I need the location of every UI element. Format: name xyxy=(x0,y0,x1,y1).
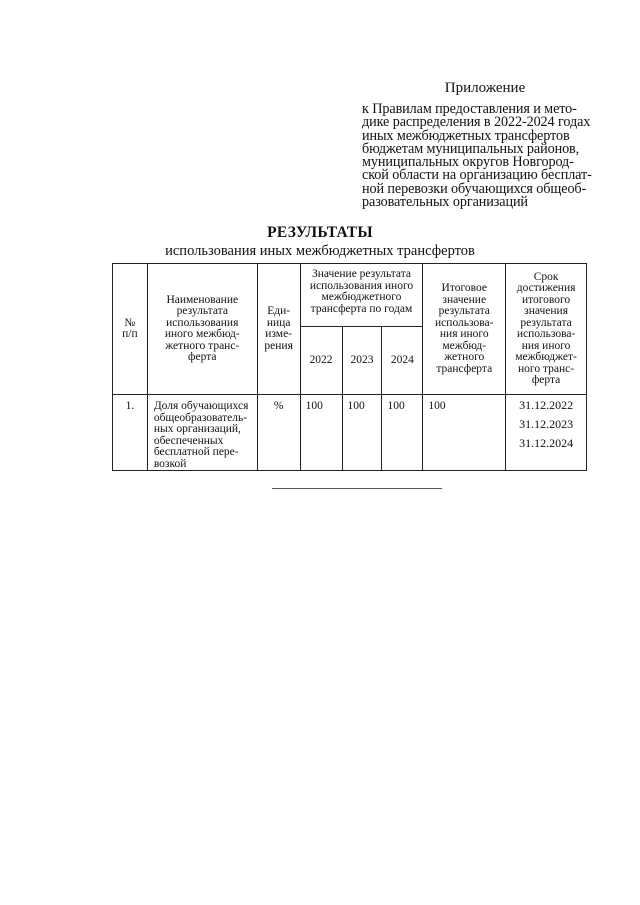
header-unit: Еди- ница изме- рения xyxy=(257,264,300,395)
header-value-group: Значение результата использования иного межбюджетного трансферта по годам xyxy=(300,264,423,327)
results-table xyxy=(112,263,587,471)
end-divider xyxy=(272,488,442,489)
row-deadlines xyxy=(506,395,587,471)
header-year-2022: 2022 xyxy=(300,327,342,395)
document-subtitle: использования иных межбюджетных трансфертов xyxy=(165,243,475,259)
header-deadline: Срок достижения итогового значения результата использова- ния иного межбюджет- ного транс- ферта xyxy=(506,264,587,395)
appendix-line: к Правилам предоставления и мето- xyxy=(362,101,577,117)
header-name: Наименование результата использования иного межбюд- жетного транс- ферта xyxy=(147,264,257,395)
document-title: РЕЗУЛЬТАТЫ xyxy=(267,224,373,241)
header-year-2024: 2024 xyxy=(382,327,423,395)
appendix-block xyxy=(362,80,594,209)
header-year-2023: 2023 xyxy=(342,327,382,395)
deadline-date: 31.12.2023 xyxy=(519,417,574,431)
appendix-line: ной перевозки обучающихся общеоб- xyxy=(362,180,587,197)
appendix-line: иных межбюджетных трансфертов xyxy=(362,127,570,144)
appendix-title: Приложение xyxy=(444,80,526,96)
row-num: 1. xyxy=(113,395,148,471)
row-total: 100 xyxy=(423,395,506,471)
appendix-line: ской области на организацию бесплат- xyxy=(362,167,592,184)
deadline-date: 31.12.2024 xyxy=(519,436,574,450)
header-total: Итоговое значение результата использова- ния иного межбюд- жетного трансферта xyxy=(423,264,506,395)
deadline-date: 31.12.2022 xyxy=(519,398,574,412)
row-unit: % xyxy=(257,395,300,471)
header-num: № п/п xyxy=(113,264,148,395)
table-row xyxy=(113,395,587,471)
appendix-line: разовательных организаций xyxy=(362,194,528,211)
row-value-2023: 100 xyxy=(342,395,382,471)
appendix-line: муниципальных округов Новгород- xyxy=(362,154,574,171)
row-name: Доля обучающихся общеобразователь- ных организаций, обеспеченных бесплатной пере- возкой xyxy=(147,395,257,471)
appendix-line: дике распределения в 2022-2024 годах xyxy=(362,114,591,131)
row-value-2022: 100 xyxy=(300,395,342,471)
row-value-2024: 100 xyxy=(382,395,423,471)
appendix-line: бюджетам муниципальных районов, xyxy=(362,140,580,157)
